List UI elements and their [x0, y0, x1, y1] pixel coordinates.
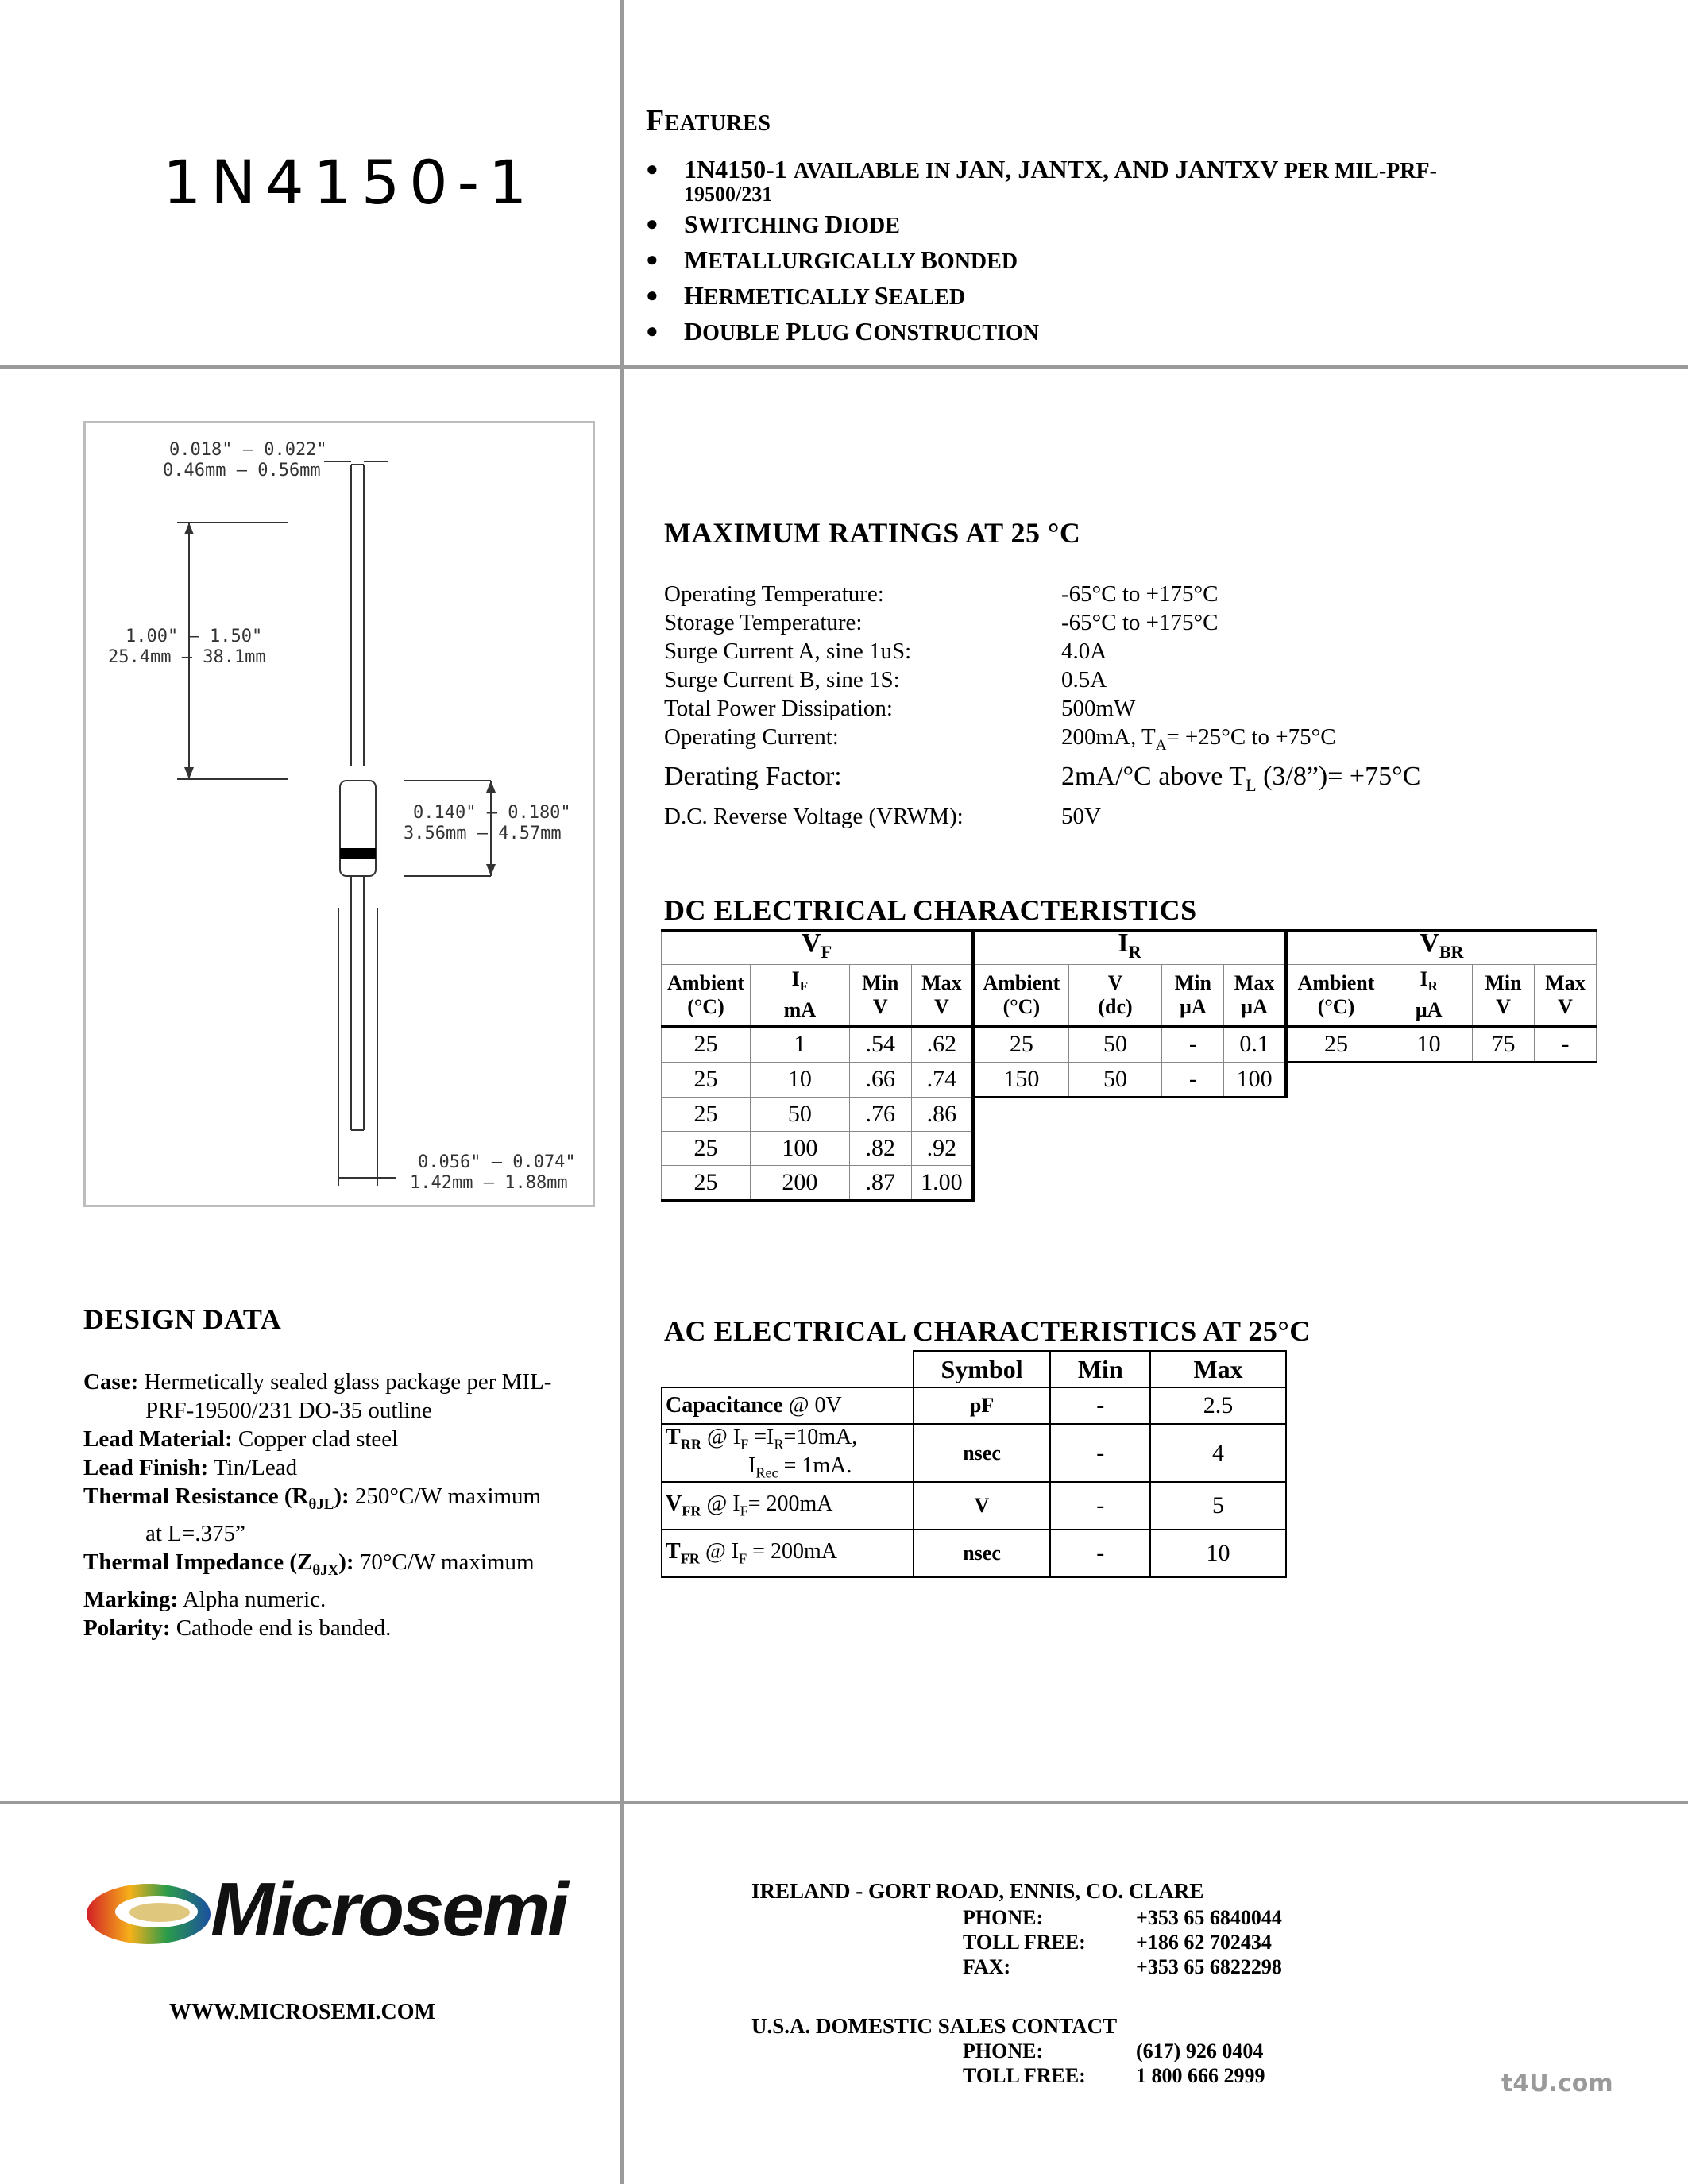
ac-param: Capacitance @ 0V [662, 1387, 914, 1424]
ac-param: $V_{FR}$ @ $I_F= 200mA$ [662, 1482, 914, 1530]
design-data-item: Marking: Alpha numeric. [83, 1586, 326, 1612]
ac-min: - [1050, 1387, 1150, 1424]
dc-col-header: Ambient (°C) [662, 964, 751, 1026]
footer-divider [0, 1801, 1688, 1804]
dc-col-header: Max V [911, 964, 973, 1026]
contact-key: PHONE: [963, 1906, 1044, 1929]
ac-row [662, 1387, 1286, 1424]
rating-label: Total Power Dissipation: [664, 696, 893, 721]
dc-cell: .54 [849, 1026, 911, 1062]
brand-name: Microsemi [211, 1867, 566, 1952]
dc-col-header: $I_F$ mA [750, 964, 849, 1026]
ac-symbol: pF [914, 1387, 1051, 1424]
rating-row [664, 802, 1420, 831]
dc-cell: .76 [849, 1097, 911, 1132]
ac-max: 10 [1150, 1530, 1286, 1577]
dc-cell: 100 [1224, 1062, 1286, 1097]
dc-row [662, 1097, 1597, 1132]
dc-cell: .86 [911, 1097, 973, 1132]
rating-label: Derating Factor: [664, 761, 842, 791]
ir-group-header: $I_R$ [973, 931, 1286, 965]
dc-cell: .82 [849, 1132, 911, 1166]
rating-label: Surge Current A, sine 1uS: [664, 639, 912, 664]
dc-title: DC ELECTRICAL CHARACTERISTICS [664, 894, 1197, 926]
rating-value: 50V [1061, 803, 1101, 829]
features-section [646, 103, 1639, 350]
website-link[interactable]: WWW.MICROSEMI.COM [169, 2000, 435, 2024]
features-title: FEATURES [646, 104, 771, 137]
dc-cell: .62 [911, 1026, 973, 1062]
ac-max: 4 [1150, 1424, 1286, 1482]
rating-row [664, 694, 1420, 723]
ac-min: - [1050, 1530, 1150, 1577]
rating-value: 0.5A [1061, 667, 1107, 693]
dc-col-header: Min V [849, 964, 911, 1026]
dc-col-header: Ambient (°C) [1286, 964, 1385, 1026]
dc-col-header: $I_R$ µA [1385, 964, 1473, 1026]
ac-row [662, 1424, 1286, 1482]
rating-label: D.C. Reverse Voltage (VRWM): [664, 803, 964, 829]
feature-item: ● SWITCHING DIODE [646, 207, 1639, 243]
bullet-icon: ● [646, 319, 659, 342]
body-dia-mm: 1.42mm – 1.88mm [410, 1173, 568, 1193]
ac-col-header: Symbol [914, 1351, 1051, 1387]
dc-characteristics-table [661, 929, 1597, 1202]
rating-label: Operating Temperature: [664, 581, 884, 607]
feature-item: ● DOUBLE PLUG CONSTRUCTION [646, 314, 1639, 350]
bullet-icon: ● [646, 284, 659, 307]
dc-row [662, 1166, 1597, 1201]
contact-value: (617) 926 0404 [1136, 2039, 1264, 2062]
dc-cell: 10 [1385, 1026, 1473, 1062]
dc-cell: 25 [662, 1062, 751, 1097]
bullet-icon: ● [646, 157, 659, 180]
body-dia-in: 0.056" – 0.074" [418, 1152, 576, 1172]
ireland-address: IRELAND - GORT ROAD, ENNIS, CO. CLARE [751, 1879, 1204, 1903]
ac-col-header: Min [1050, 1351, 1150, 1387]
rating-row [664, 580, 1420, 608]
vbr-group-header: $V_{BR}$ [1286, 931, 1597, 965]
dc-cell: .66 [849, 1062, 911, 1097]
design-data-item: Thermal Impedance $(Z_{\theta JX})$: 70°C/W maximum [83, 1549, 535, 1579]
bullet-icon: ● [646, 212, 659, 235]
ac-symbol: V [914, 1482, 1051, 1530]
dc-cell: 75 [1473, 1026, 1535, 1062]
lead-len-in: 1.00" – 1.50" [126, 627, 263, 646]
rating-value: -65°C to +175°C [1061, 581, 1219, 607]
dc-cell: 25 [973, 1026, 1068, 1062]
dc-cell: .74 [911, 1062, 973, 1097]
header-divider [0, 365, 1688, 369]
contact-value: +353 65 6822298 [1136, 1955, 1282, 1978]
dc-row [662, 1132, 1597, 1166]
design-data-item: Thermal Resistance $(R_{\theta JL})$: 250°C/W maximum at L=.375” [83, 1484, 542, 1546]
dc-col-header: V (dc) [1068, 964, 1162, 1026]
contact-value: +353 65 6840044 [1136, 1906, 1282, 1929]
design-data-item: Lead Finish: Tin/Lead [83, 1455, 298, 1480]
contact-key: FAX: [963, 1955, 1011, 1978]
dc-cell: 200 [750, 1166, 849, 1201]
dc-cell: - [1162, 1026, 1224, 1062]
features-list [646, 152, 1639, 350]
design-data-item: Lead Material: Copper clad steel [83, 1426, 399, 1452]
rating-row [664, 723, 1420, 760]
contact-key: TOLL FREE: [963, 1931, 1086, 1954]
dc-cell: - [1534, 1026, 1596, 1062]
dc-cell: 25 [662, 1026, 751, 1062]
ac-row [662, 1530, 1286, 1577]
package-outline-drawing [83, 421, 595, 1207]
dc-cell: 0.1 [1224, 1026, 1286, 1062]
max-ratings-table [664, 580, 1420, 831]
rating-row [664, 760, 1420, 802]
max-ratings-title: MAXIMUM RATINGS AT 25 °C [664, 517, 1081, 549]
rating-label: Operating Current: [664, 724, 839, 750]
body-len-mm: 3.56mm – 4.57mm [404, 824, 562, 843]
vf-group-header: $V_F$ [662, 931, 974, 965]
contact-key: TOLL FREE: [963, 2064, 1086, 2087]
ac-param: $T_{FR}$ @ $I_F = 200mA$ [662, 1530, 914, 1577]
ac-max: 5 [1150, 1482, 1286, 1530]
ac-max: 2.5 [1150, 1387, 1286, 1424]
dc-cell: .92 [911, 1132, 973, 1166]
dc-cell: - [1162, 1062, 1224, 1097]
cathode-band [340, 848, 376, 859]
dc-col-header: Min µA [1162, 964, 1224, 1026]
design-data-title: DESIGN DATA [83, 1303, 282, 1335]
dc-col-header: Ambient (°C) [973, 964, 1068, 1026]
dc-cell: .87 [849, 1166, 911, 1201]
dc-cell: 10 [750, 1062, 849, 1097]
microsemi-logo [83, 1866, 566, 1970]
dc-cell: 150 [973, 1062, 1068, 1097]
design-data-item: Case: Hermetically sealed glass package per MIL- PRF-19500/231 DO-35 outline [83, 1369, 552, 1423]
watermark: t4U.com [1501, 2070, 1613, 2097]
dc-row [662, 1026, 1597, 1062]
dc-col-header: Min V [1473, 964, 1535, 1026]
ac-param: $T_{RR}$ @ $I_F =I_R=10mA$, $I_{Rec} = 1mA$. [662, 1424, 914, 1482]
lead-len-mm: 25.4mm – 38.1mm [108, 647, 266, 667]
rating-label: Surge Current B, sine 1S: [664, 667, 900, 693]
dc-cell: 1.00 [911, 1166, 973, 1201]
lead-dia-mm: 0.46mm – 0.56mm [163, 461, 321, 480]
dc-col-header: Max V [1534, 964, 1596, 1026]
rating-value: -65°C to +175°C [1061, 610, 1219, 635]
ac-symbol: nsec [914, 1424, 1051, 1482]
rating-row [664, 637, 1420, 666]
ac-min: - [1050, 1482, 1150, 1530]
dc-cell: 25 [662, 1132, 751, 1166]
dc-cell: 1 [750, 1026, 849, 1062]
rating-row [664, 608, 1420, 637]
lead-dia-in: 0.018" – 0.022" [169, 440, 327, 460]
dc-row [662, 1062, 1597, 1097]
contact-key: PHONE: [963, 2039, 1044, 2062]
rating-value: 200mA, $T_A= +25^\circ C$ to +75°C [1061, 724, 1336, 754]
dc-cell: 50 [1068, 1062, 1162, 1097]
dc-cell: 25 [1286, 1026, 1385, 1062]
part-number: 1N4150-1 [163, 147, 537, 218]
dc-cell: 25 [662, 1097, 751, 1132]
ac-row [662, 1482, 1286, 1530]
usa-contact-title: U.S.A. DOMESTIC SALES CONTACT [751, 2014, 1118, 2038]
ac-characteristics-table [661, 1350, 1287, 1578]
dc-cell: 100 [750, 1132, 849, 1166]
rating-value: 500mW [1061, 696, 1136, 721]
dc-cell: 50 [750, 1097, 849, 1132]
logo-swirl-icon [83, 1870, 218, 1958]
design-data-item: Polarity: Cathode end is banded. [83, 1615, 392, 1641]
feature-item: ● 1N4150-1 AVAILABLE IN JAN, JANTX, AND JANTXV PER MIL-PRF- 19500/231 [646, 152, 1639, 206]
dc-cell: 25 [662, 1166, 751, 1201]
rating-value: 2mA/°C above $T_L$ (3/8”)= +75°C [1061, 761, 1421, 795]
bullet-icon: ● [646, 248, 659, 271]
ac-blank-header [662, 1351, 914, 1387]
feature-item: ● HERMETICALLY SEALED [646, 279, 1639, 314]
rating-label: Storage Temperature: [664, 610, 863, 635]
contact-value: 1 800 666 2999 [1136, 2064, 1265, 2087]
ac-min: - [1050, 1424, 1150, 1482]
design-data-list [83, 1368, 608, 1642]
do35-outline-svg [86, 423, 593, 1205]
column-divider [620, 0, 624, 2184]
body-len-in: 0.140" – 0.180" [413, 803, 571, 823]
dc-col-header: Max µA [1224, 964, 1286, 1026]
contact-value: +186 62 702434 [1136, 1931, 1272, 1954]
ac-col-header: Max [1150, 1351, 1286, 1387]
rating-row [664, 666, 1420, 694]
ac-title: AC ELECTRICAL CHARACTERISTICS AT 25°C [664, 1315, 1311, 1347]
feature-item: ● METALLURGICALLY BONDED [646, 243, 1639, 279]
rating-value: 4.0A [1061, 639, 1107, 664]
ac-symbol: nsec [914, 1530, 1051, 1577]
dc-cell: 50 [1068, 1026, 1162, 1062]
